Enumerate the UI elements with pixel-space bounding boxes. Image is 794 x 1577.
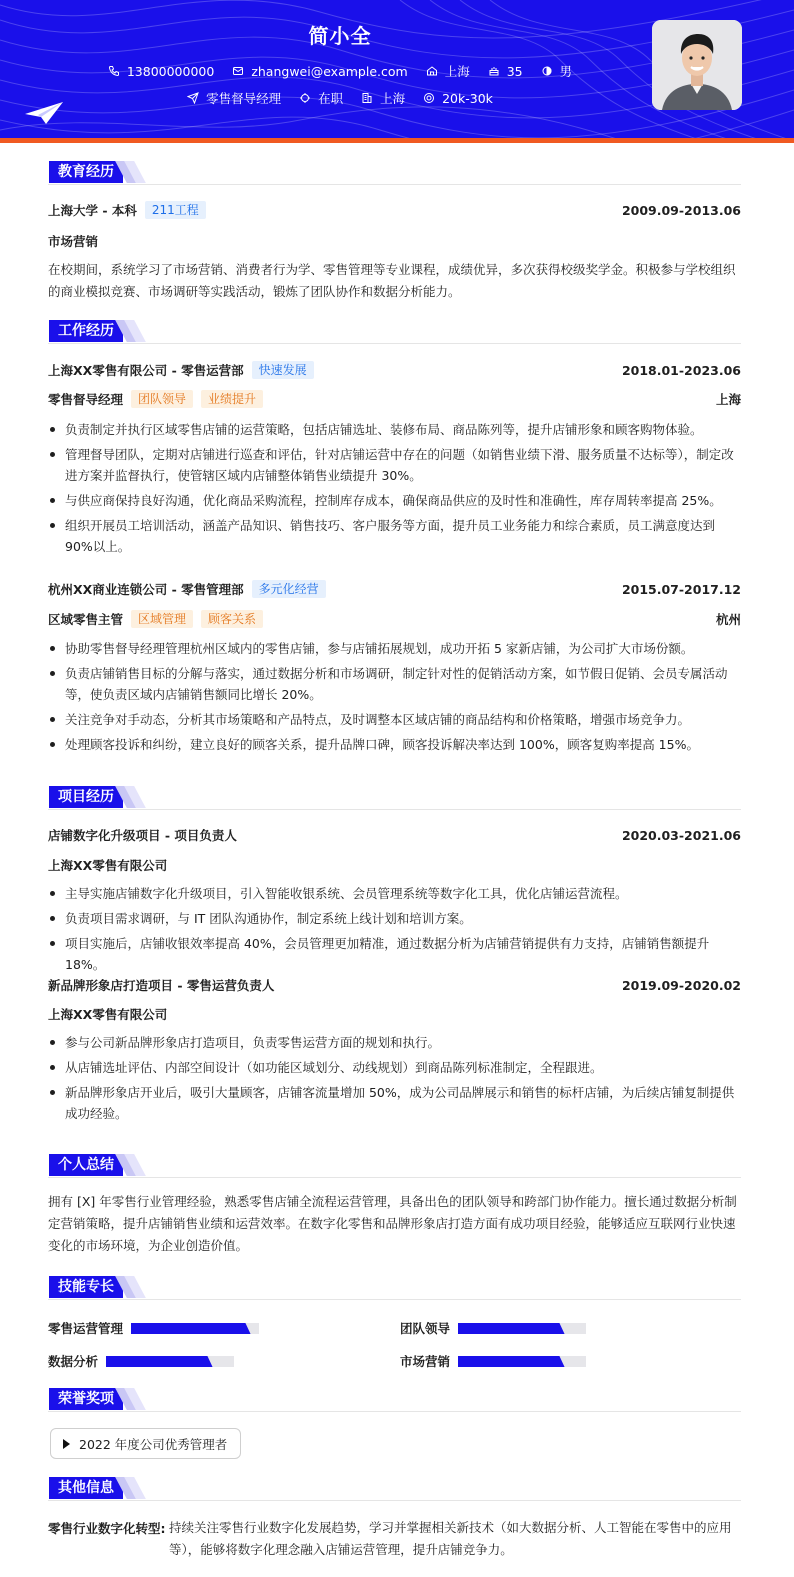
- section-education: [48, 161, 741, 185]
- skill-bar: [458, 1356, 586, 1367]
- project-company: 上海XX零售有限公司: [48, 1007, 168, 1022]
- candidate-name: 简小全: [308, 24, 372, 48]
- email-info: [232, 64, 407, 79]
- location-text: 上海: [444, 64, 470, 79]
- summary-text: 拥有 [X] 年零售行业管理经验，熟悉零售店铺全流程运营管理，具备出色的团队领导和跨部门协作能力。擅长通过数据分析制定营销策略，提升店铺销售业绩和运营效率。在数字化零售和品牌形象店打造方面有成功项目经验，能够适应互联网行业快速变化的市场环境，为企业创造价值。: [48, 1194, 737, 1253]
- header-accent-bar: [0, 138, 794, 143]
- play-triangle-icon: [63, 1439, 70, 1449]
- skill-name: 数据分析: [48, 1354, 99, 1369]
- work-position: 零售督导经理: [48, 392, 124, 407]
- project-1-company-row: [48, 856, 741, 874]
- skill-name: 团队领导: [400, 1321, 451, 1336]
- skill-bar: [131, 1323, 259, 1334]
- work-1-header: [48, 361, 741, 379]
- section-title-education: 教育经历: [49, 161, 123, 183]
- status-text: 在职: [318, 91, 344, 106]
- work-2-position-row: [48, 610, 741, 628]
- job-target-info: [187, 89, 281, 107]
- list-item: 主导实施店铺数字化升级项目，引入智能收银系统、会员管理系统等数字化工具，优化店铺运营流程。: [48, 883, 743, 904]
- work-company: 上海XX零售有限公司 - 零售运营部: [48, 363, 244, 378]
- salary-text: 20k-30k: [442, 90, 493, 106]
- section-title-decoration: [121, 1154, 141, 1176]
- phone-text: 13800000000: [126, 63, 215, 79]
- work-tag: 区域管理: [131, 610, 193, 628]
- education-major-row: [48, 232, 741, 250]
- skill-item: [48, 1352, 234, 1370]
- project-2-header: [48, 976, 741, 994]
- skill-bar-fill: [458, 1323, 558, 1334]
- skill-bar-fill: [458, 1356, 558, 1367]
- section-title-decoration: [121, 1276, 141, 1298]
- education-major: 市场营销: [48, 234, 99, 249]
- project-2-details: [48, 1032, 743, 1128]
- work-position: 区域零售主管: [48, 612, 124, 627]
- section-summary: [48, 1154, 741, 1178]
- section-title-decoration: [121, 786, 141, 808]
- salary-info: [423, 91, 493, 106]
- building-icon: [361, 92, 373, 104]
- gender-text: 男: [559, 64, 573, 79]
- work-1-responsibilities: [48, 419, 743, 561]
- project-1-details: [48, 883, 743, 979]
- section-other: [48, 1477, 741, 1501]
- work-tag: 团队领导: [131, 390, 193, 408]
- section-skills: [48, 1276, 741, 1300]
- work-tag: 顾客关系: [201, 610, 263, 628]
- coin-icon: [423, 92, 435, 104]
- work-city: 杭州: [715, 612, 741, 627]
- section-title-summary: 个人总结: [49, 1154, 123, 1176]
- section-title-awards: 荣誉奖项: [49, 1388, 123, 1410]
- skill-name: 市场营销: [400, 1354, 451, 1369]
- work-company-badge: 快速发展: [252, 361, 314, 379]
- mail-icon: [232, 65, 244, 77]
- project-2-company-row: [48, 1005, 741, 1023]
- award-text: 2022 年度公司优秀管理者: [79, 1436, 228, 1452]
- phone-info: [108, 64, 214, 79]
- work-2-responsibilities: [48, 638, 743, 759]
- location-info: [426, 62, 470, 80]
- section-title-decoration: [121, 161, 141, 183]
- avatar: [652, 20, 742, 110]
- skill-bar-fill: [106, 1356, 206, 1367]
- list-item: 负责店铺销售目标的分解与落实，通过数据分析和市场调研，制定针对性的促销活动方案，如节假日促销、会员专属活动等，使负责区域内店铺销售额同比增长 20%。: [48, 663, 743, 705]
- section-title-skills: 技能专长: [49, 1276, 123, 1298]
- work-company: 杭州XX商业连锁公司 - 零售管理部: [48, 582, 244, 597]
- list-item: 负责制定并执行区域零售店铺的运营策略，包括店铺选址、装修布局、商品陈列等，提升店铺形象和顾客购物体验。: [48, 419, 743, 440]
- project-1-header: [48, 826, 741, 844]
- status-icon: [299, 92, 311, 104]
- skill-name: 零售运营管理: [48, 1321, 124, 1336]
- list-item: 项目实施后，店铺收银效率提高 40%，会员管理更加精准，通过数据分析为店铺营销提供有力支持，店铺销售额提升 18%。: [48, 933, 743, 975]
- project-period: 2019.09-2020.02: [621, 977, 741, 993]
- gender-info: [541, 62, 573, 80]
- project-title: 新品牌形象店打造项目 - 零售运营负责人: [48, 978, 275, 993]
- award-item: [50, 1428, 241, 1459]
- work-period: 2018.01-2023.06: [621, 362, 741, 378]
- age-text: 35: [506, 63, 523, 79]
- project-title: 店铺数字化升级项目 - 项目负责人: [48, 828, 237, 843]
- job-intention-row: [0, 89, 680, 107]
- list-item: 处理顾客投诉和纠纷，建立良好的顾客关系，提升品牌口碑，顾客投诉解决率达到 100%，顾客复购率提高 15%。: [48, 734, 743, 755]
- target-city-info: [361, 89, 405, 107]
- section-title-work: 工作经历: [49, 320, 123, 342]
- work-tag: 业绩提升: [201, 390, 263, 408]
- skill-bar-fill: [131, 1323, 244, 1334]
- other-info-text: 持续关注零售行业数字化发展趋势，学习并掌握相关新技术（如大数据分析、人工智能在零售中的应用等），能够将数字化理念融入店铺运营管理，提升店铺竞争力。: [169, 1520, 732, 1557]
- cake-icon: [488, 65, 500, 77]
- section-projects: [48, 786, 741, 810]
- skill-item: [400, 1352, 586, 1370]
- gender-icon: [541, 65, 553, 77]
- send-icon: [187, 92, 199, 104]
- list-item: 管理督导团队，定期对店铺进行巡查和评估，针对店铺运营中存在的问题（如销售业绩下滑、服务质量不达标等），制定改进方案并监督执行，使管辖区域内店铺整体销售业绩提升 30%。: [48, 444, 743, 486]
- list-item: 从店铺选址评估、内部空间设计（如功能区域划分、动线规划）到商品陈列标准制定，全程跟进。: [48, 1057, 743, 1078]
- list-item: 新品牌形象店开业后，吸引大量顾客，店铺客流量增加 50%，成为公司品牌展示和销售的标杆店铺，为后续店铺复制提供成功经验。: [48, 1082, 743, 1124]
- section-title-decoration: [121, 320, 141, 342]
- section-title-other: 其他信息: [49, 1477, 123, 1499]
- school-badge: 211工程: [145, 201, 206, 219]
- paper-plane-icon: [24, 100, 64, 126]
- resume-header: [0, 0, 794, 140]
- school-name: 上海大学 - 本科: [48, 203, 137, 218]
- home-icon: [426, 65, 438, 77]
- skill-item: [400, 1319, 586, 1337]
- section-title-decoration: [121, 1477, 141, 1499]
- list-item: 参与公司新品牌形象店打造项目，负责零售运营方面的规划和执行。: [48, 1032, 743, 1053]
- work-period: 2015.07-2017.12: [621, 581, 741, 597]
- list-item: 关注竞争对手动态，分析其市场策略和产品特点，及时调整本区域店铺的商品结构和价格策略，增强市场竞争力。: [48, 709, 743, 730]
- skill-item: [48, 1319, 259, 1337]
- list-item: 协助零售督导经理管理杭州区域内的零售店铺，参与店铺拓展规划，成功开拓 5 家新店铺，为公司扩大市场份额。: [48, 638, 743, 659]
- project-period: 2020.03-2021.06: [621, 827, 741, 843]
- other-info-label: 零售行业数字化转型:: [48, 1521, 166, 1536]
- section-title-decoration: [121, 1388, 141, 1410]
- section-awards: [48, 1388, 741, 1412]
- education-description: 在校期间，系统学习了市场营销、消费者行为学、零售管理等专业课程，成绩优异，多次获得校级奖学金。积极参与学校组织的商业模拟竞赛、市场调研等实践活动，锻炼了团队协作和数据分析能力。: [48, 262, 736, 299]
- section-work: [48, 320, 741, 344]
- skill-bar: [458, 1323, 586, 1334]
- email-text: zhangwei@example.com: [251, 63, 408, 79]
- list-item: 与供应商保持良好沟通，优化商品采购流程，控制库存成本，确保商品供应的及时性和准确性，库存周转率提高 25%。: [48, 490, 743, 511]
- list-item: 负责项目需求调研，与 IT 团队沟通协作，制定系统上线计划和培训方案。: [48, 908, 743, 929]
- status-info: [299, 89, 343, 107]
- contact-info-row: [0, 62, 680, 80]
- work-1-position-row: [48, 390, 741, 408]
- section-title-projects: 项目经历: [49, 786, 123, 808]
- work-2-header: [48, 580, 741, 598]
- job-target-text: 零售督导经理: [206, 91, 282, 106]
- target-city-text: 上海: [380, 91, 406, 106]
- education-period: 2009.09-2013.06: [621, 202, 741, 218]
- age-info: [488, 64, 523, 79]
- project-company: 上海XX零售有限公司: [48, 858, 168, 873]
- work-company-badge: 多元化经营: [252, 580, 326, 598]
- phone-icon: [108, 65, 120, 77]
- list-item: 组织开展员工培训活动，涵盖产品知识、销售技巧、客户服务等方面，提升员工业务能力和综合素质，员工满意度达到 90%以上。: [48, 515, 743, 557]
- skill-bar: [106, 1356, 234, 1367]
- work-city: 上海: [715, 392, 741, 407]
- education-header: [48, 201, 741, 219]
